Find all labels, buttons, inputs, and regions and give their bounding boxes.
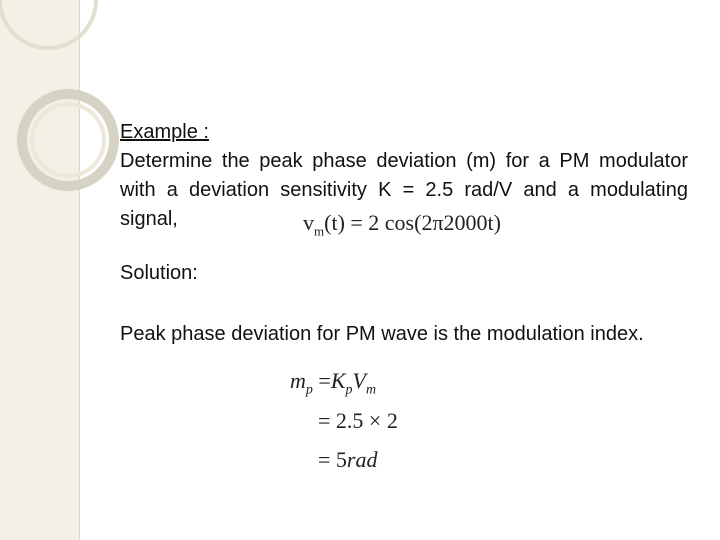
solution-explanation: Peak phase deviation for PM wave is the modulation index. <box>120 323 644 345</box>
modulating-signal-formula <box>303 210 501 239</box>
equation-step-3 <box>318 447 377 473</box>
k-symbol: K <box>330 368 346 393</box>
equals-2: = <box>318 408 331 433</box>
result-number: 5 <box>335 447 347 472</box>
result-unit: rad <box>346 447 378 472</box>
ring-top <box>0 0 96 48</box>
ring-large <box>22 94 114 186</box>
equals-1: = <box>318 368 331 393</box>
solution-label: Solution: <box>120 262 198 284</box>
signal-lhs: v <box>303 210 314 235</box>
step-2-expr: 2.5 × 2 <box>335 408 398 433</box>
mp-symbol: m <box>290 368 306 393</box>
problem-text: Determine the peak phase deviation (m) for a PM modulator with a deviation sensitivity K = 2.5 rad/V and a modulating signal, <box>120 150 688 230</box>
v-sub: m <box>365 382 377 398</box>
equals-3: = <box>318 447 331 472</box>
decorative-rings <box>0 0 130 260</box>
mp-sub: p <box>305 382 313 398</box>
v-symbol: V <box>352 368 366 393</box>
equation-step-2 <box>318 408 398 434</box>
k-sub: p <box>345 382 353 398</box>
example-heading: Example : <box>120 121 209 143</box>
signal-rhs: (t) = 2 cos(2π2000t) <box>324 210 501 235</box>
ring-inner <box>32 104 104 176</box>
equation-step-1 <box>290 368 376 398</box>
signal-lhs-sub: m <box>314 223 325 239</box>
